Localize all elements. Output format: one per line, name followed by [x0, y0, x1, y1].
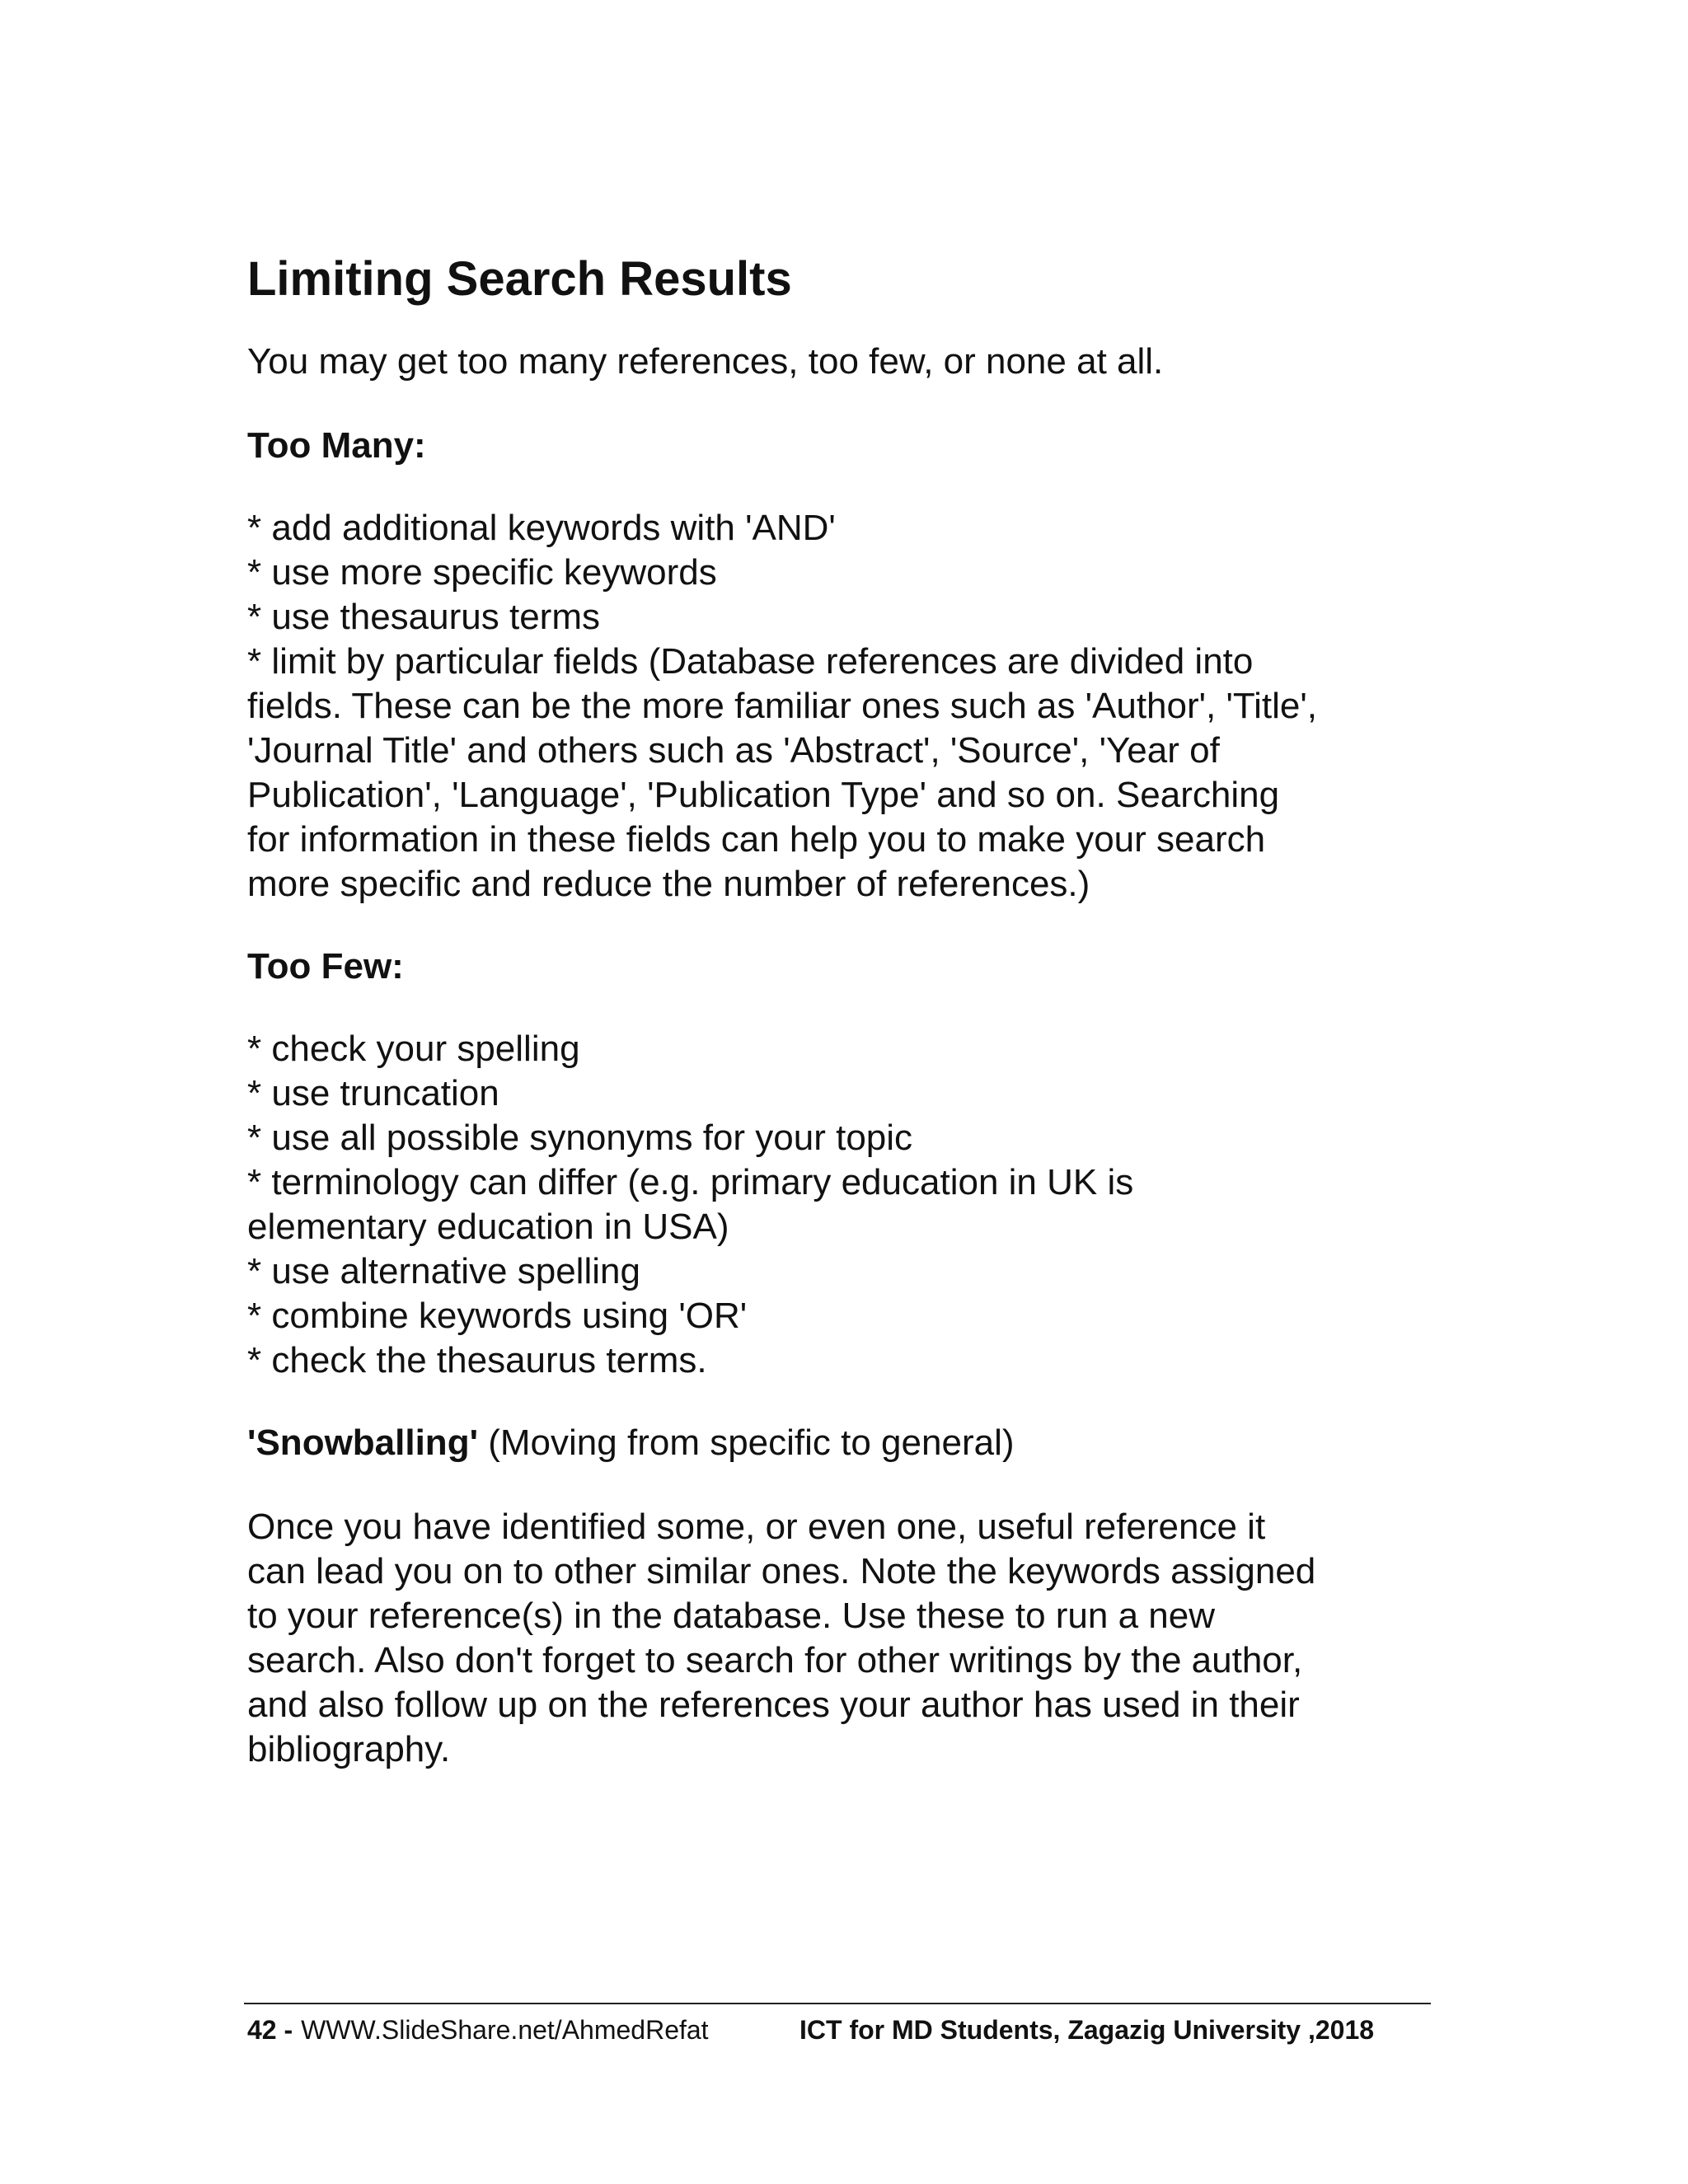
list-item-terminology: [247, 1160, 1133, 1249]
paragraph-line: search. Also don't forget to search for other writings by the author,: [247, 1640, 1303, 1680]
list-item-line: fields. These can be the more familiar ones such as 'Author', 'Title',: [247, 686, 1317, 726]
list-item-line: 'Journal Title' and others such as 'Abstract', 'Source', 'Year of: [247, 730, 1220, 771]
paragraph-line: to your reference(s) in the database. Use these to run a new: [247, 1596, 1215, 1636]
page-title: Limiting Search Results: [247, 252, 792, 306]
list-item: * check your spelling: [247, 1029, 580, 1069]
paragraph-line: Once you have identified some, or even one, useful reference it: [247, 1507, 1266, 1547]
paragraph-line: can lead you on to other similar ones. Note the keywords assigned: [247, 1551, 1316, 1591]
list-item: * use thesaurus terms: [247, 597, 600, 637]
too-few-heading: Too Few:: [247, 946, 404, 987]
too-few-list: [247, 1027, 1133, 1383]
list-item-line: * terminology can differ (e.g. primary education in UK is: [247, 1162, 1134, 1202]
footer-divider: [244, 2003, 1431, 2004]
too-many-heading: Too Many:: [247, 425, 426, 466]
list-item-line: Publication', 'Language', 'Publication Type' and so on. Searching: [247, 775, 1280, 815]
list-item-line: more specific and reduce the number of references.): [247, 864, 1090, 904]
list-item: * use truncation: [247, 1073, 499, 1113]
page-footer: [247, 2009, 1434, 2050]
list-item-line: elementary education in USA): [247, 1207, 729, 1247]
list-item-fields: [247, 640, 1317, 907]
list-item: * use alternative spelling: [247, 1251, 640, 1291]
list-item: * use more specific keywords: [247, 552, 717, 593]
list-item: * check the thesaurus terms.: [247, 1340, 707, 1380]
snowballing-heading-rest: (Moving from specific to general): [478, 1422, 1015, 1463]
list-item-line: for information in these fields can help you to make your search: [247, 819, 1266, 860]
list-item: * add additional keywords with 'AND': [247, 508, 836, 548]
footer-url: WWW.SlideShare.net/AhmedRefat: [301, 2015, 709, 2045]
footer-course-title: ICT for MD Students, Zagazig University ,2018: [799, 2015, 1375, 2045]
list-item-line: * limit by particular fields (Database references are divided into: [247, 641, 1254, 682]
list-item: * combine keywords using 'OR': [247, 1296, 748, 1336]
snowballing-heading-bold: 'Snowballing': [247, 1422, 479, 1463]
paragraph-line: and also follow up on the references your author has used in their: [247, 1685, 1300, 1725]
snowballing-paragraph: [247, 1505, 1315, 1772]
footer-page-number: 42 -: [247, 2015, 293, 2045]
too-many-list: [247, 506, 1317, 907]
snowballing-heading: [247, 1421, 1015, 1465]
intro-paragraph: You may get too many references, too few, or none at all.: [247, 341, 1164, 382]
list-item: * use all possible synonyms for your topic: [247, 1118, 913, 1158]
paragraph-line: bibliography.: [247, 1729, 451, 1769]
